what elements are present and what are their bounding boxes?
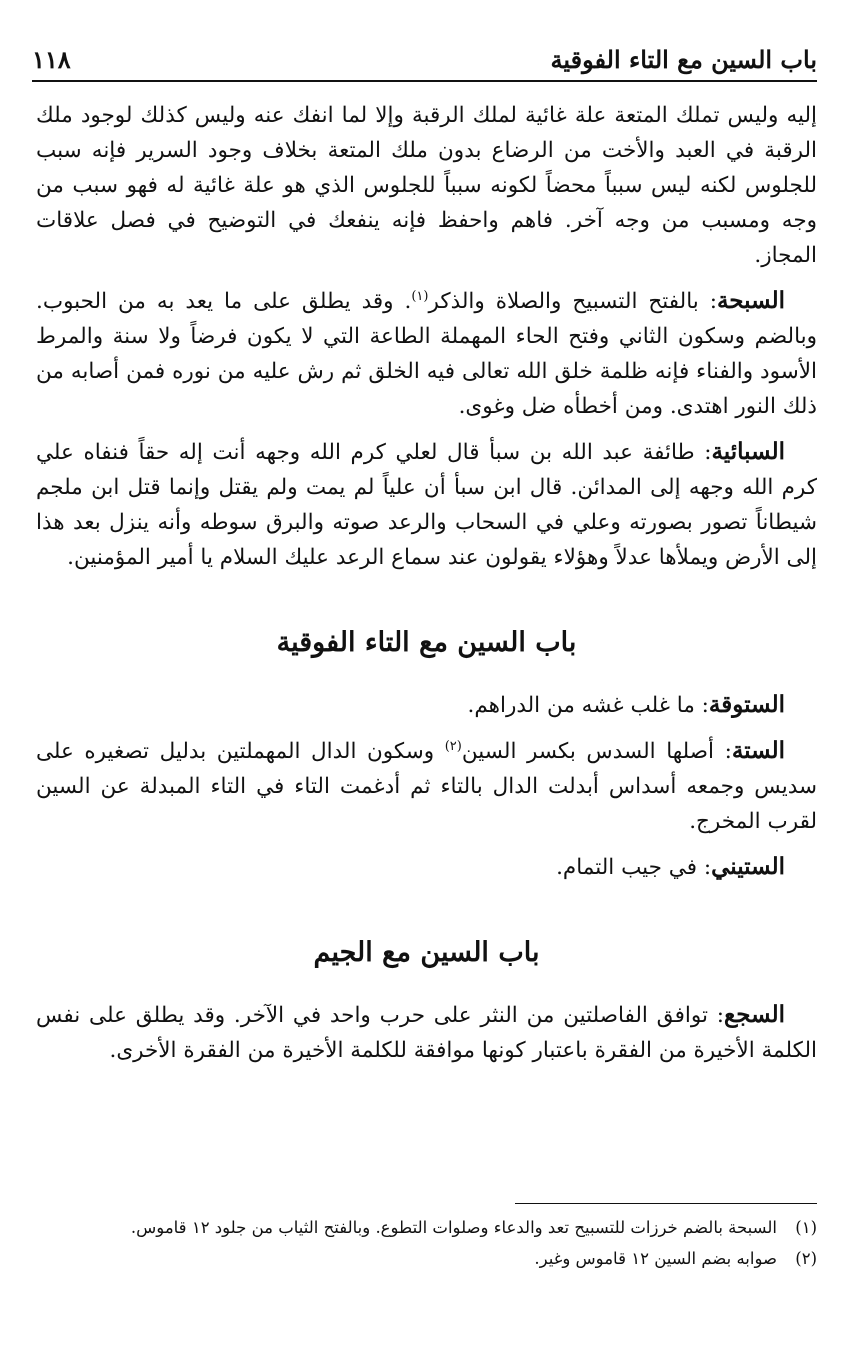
entry-separator: : [707, 1003, 724, 1028]
running-title: باب السين مع التاء الفوقية [550, 44, 817, 74]
entry-separator: : [694, 693, 709, 718]
entries-group-a [36, 283, 817, 575]
entry-headword: الستوقة [708, 691, 785, 718]
dictionary-entry [36, 687, 817, 723]
entry-headword: الستة [731, 737, 785, 764]
chapter-heading: باب السين مع التاء الفوقية [276, 627, 577, 658]
footnote-text: السبحة بالضم خرزات للتسبيح تعد والدعاء وصلوات التطوع. وبالفتح الثياب من جلود ١٢ قاموس. [130, 1218, 777, 1237]
entry-definition: أصلها السدس بكسر السين [461, 739, 715, 764]
footnotes [36, 1214, 817, 1276]
entry-headword: السبائية [711, 438, 785, 465]
entry-definition-continued: وسكون الدال المهملتين بدليل تصغيره على سديس وجمعه أسداس أبدلت الدال بالتاء ثم أدغمت التاء في التاء المبدلة عن السين لقرب المخرج. [36, 739, 817, 834]
entry-definition: طائفة عبد الله بن سبأ قال لعلي كرم الله وجهه أنت إله حقاً فنفاه علي كرم الله وجهه إلى المدائن. قال ابن سبأ أن علياً لم يمت ولم يقتل وإنما قتل ابن ملجم شيطاناً تصور بصورته وعلي في السحاب والرعد صوته والبرق سوطه وأنه ينزل بعد هذا إلى الأرض ويملأها عدلاً وهؤلاء يقولون عند سماع الرعد عليك السلام يا أمير المؤمنين. [36, 440, 817, 570]
entry-definition: في جيب التمام. [556, 855, 697, 880]
entry-definition-continued: . وقد يطلق على ما يعد به من الحبوب. وبالضم وسكون الثاني وفتح الحاء المهملة الطاعة التي لا يكون فرضاً ولا سنة والمرط الأسود والفناء فإنه ظلمة خلق الله تعالى فيه الخلق ثم رش عليه من نوره فمن أصابه من ذلك النور اهتدى. ومن أخطأه ضل وغوى. [36, 289, 817, 419]
entries-group-c [36, 997, 817, 1068]
footnote-reference: (١) [411, 288, 429, 304]
footnote-number: (١) [795, 1218, 817, 1237]
entry-headword: السجع [724, 1001, 786, 1028]
page-number: ١١٨ [32, 44, 71, 74]
entry-definition: توافق الفاصلتين من النثر على حرب واحد في الآخر. وقد يطلق على نفس الكلمة الأخيرة من الفقرة باعتبار كونها موافقة للكلمة الأخيرة من الفقرة الأخرى. [36, 1003, 817, 1063]
footnote [36, 1245, 817, 1272]
intro-paragraph: إليه وليس تملك المتعة علة غائية لملك الرقبة وإلا لما انفك عنه وليس كذلك لوجود ملك الرقبة في العبد والأخت من الرضاع بدون ملك المتعة بخلاف وجود السرير فإنه سبب للجلوس لكنه ليس سبباً محضاً لكونه سبباً للجلوس الذي هو علة غائية له فهو سبب من وجه ومسبب من وجه آخر. فاهم واحفظ فإنه ينفعك في التوضيح في فصل علاقات المجاز. [36, 103, 817, 268]
entry-separator: : [694, 440, 712, 465]
dictionary-entry [36, 849, 817, 885]
entry-headword: الستيني [711, 853, 785, 880]
dictionary-entry [36, 733, 817, 839]
entry-definition: بالفتح التسبيح والصلاة والذكر [428, 289, 699, 314]
entries-group-b [36, 687, 817, 885]
body-text [36, 98, 817, 1078]
entry-definition: ما غلب غشه من الدراهم. [467, 693, 695, 718]
entry-separator: : [697, 855, 712, 880]
dictionary-entry [36, 283, 817, 424]
dictionary-entry [36, 997, 817, 1068]
entry-separator: : [714, 739, 732, 764]
running-header [32, 38, 817, 82]
entry-separator: : [698, 289, 717, 314]
footnote-number: (٢) [795, 1249, 817, 1268]
chapter-heading: باب السين مع الجيم [313, 937, 540, 968]
dictionary-entry [36, 434, 817, 575]
footnote-text: صوابه بضم السين ١٢ قاموس وغير. [534, 1249, 777, 1268]
footnote-reference: (٢) [444, 738, 462, 754]
entry-headword: السبحة [716, 287, 786, 314]
footnote [36, 1214, 817, 1241]
footnote-divider [515, 1203, 817, 1204]
